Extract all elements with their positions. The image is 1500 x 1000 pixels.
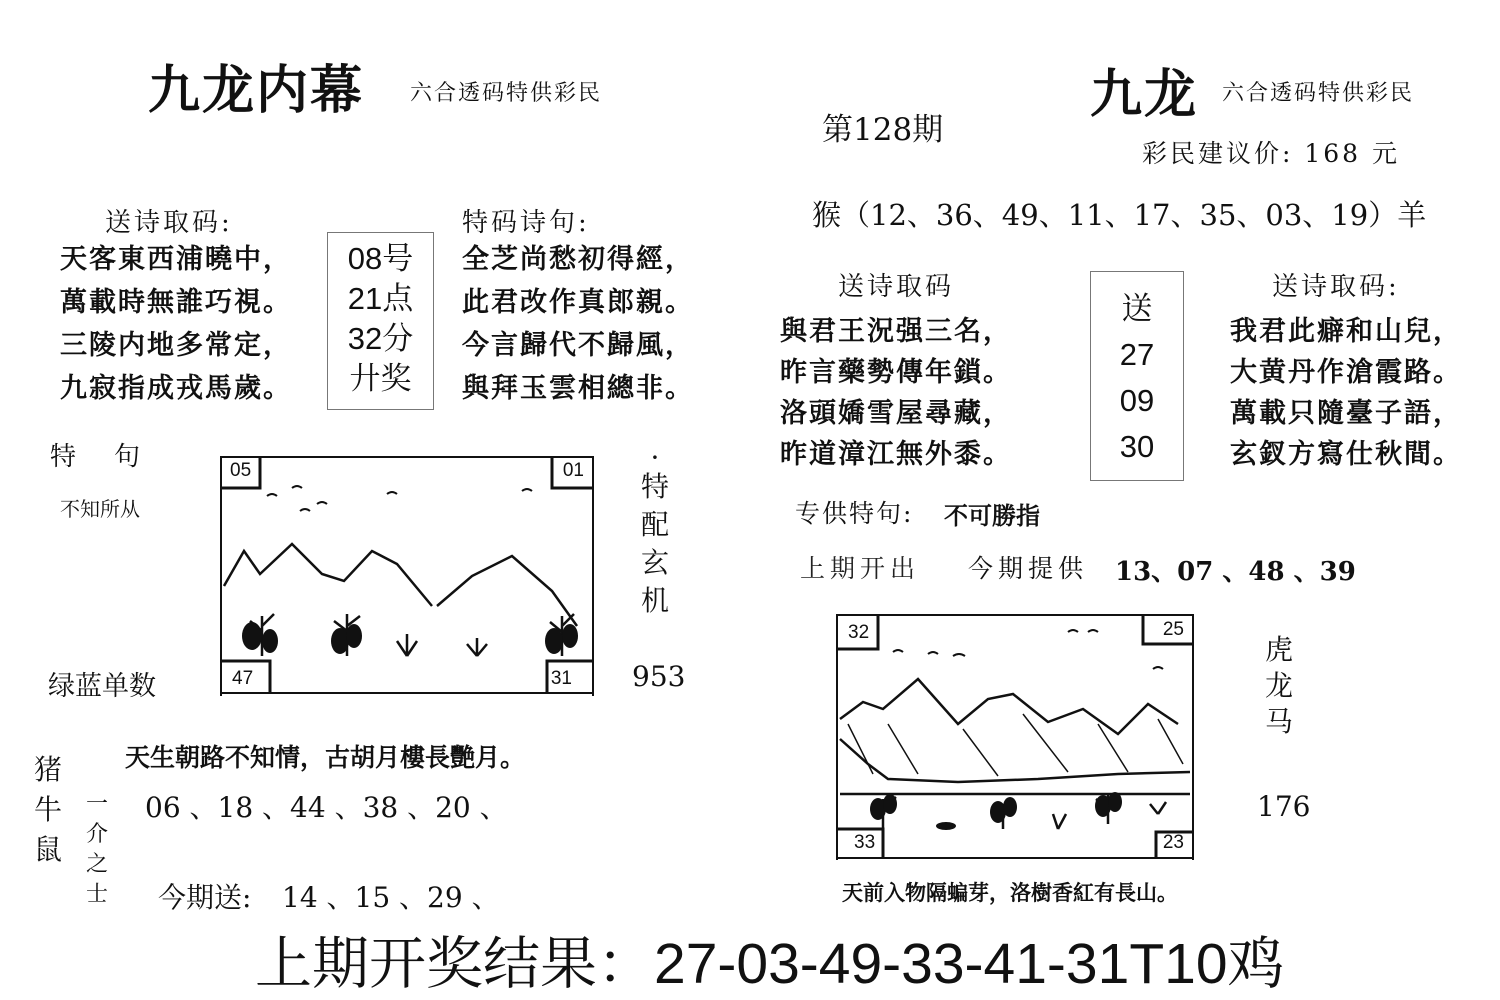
left-title: 九龙内幕 xyxy=(148,60,365,121)
zodiac-vertical: 猪 牛 鼠 xyxy=(33,753,62,866)
clue-item: 32分 xyxy=(347,321,414,356)
send-item: 09 xyxy=(1119,383,1155,418)
te-ju-label: 特 句 xyxy=(50,442,147,472)
left-poem-header: 送诗取码: xyxy=(105,208,233,238)
send-item: 送 xyxy=(1121,291,1153,326)
side-vertical-text: · 特 配 玄 机 xyxy=(640,441,669,617)
right-side-vertical: 虎 龙 马 xyxy=(1264,633,1293,738)
left-landscape-picture xyxy=(220,456,594,696)
right-caption: 天前入物隔蝙芽，洛樹香紅有長山。 xyxy=(842,880,1178,905)
yi-jie-vertical: 一 介 之 士 xyxy=(85,792,108,907)
special-text: 不可勝指 xyxy=(944,501,1040,530)
send-box xyxy=(1090,271,1184,481)
poem-line: 全芝尚愁初得經， xyxy=(462,244,694,275)
special-poem-header: 特码诗句: xyxy=(462,208,590,238)
right-side-number: 176 xyxy=(1257,790,1311,823)
right-title: 九龙 xyxy=(1090,64,1199,125)
corner-number: 31 xyxy=(550,668,572,689)
corner-number: 01 xyxy=(562,460,584,481)
corner-number: 05 xyxy=(230,460,252,481)
corner-number: 25 xyxy=(1162,619,1184,640)
left-poem xyxy=(60,238,292,410)
poem-line: 昨言藥勢傳年鎖。 xyxy=(780,357,1012,388)
special-label: 专供特句: xyxy=(795,499,914,528)
poem-line: 昨道漳江無外黍。 xyxy=(780,439,1012,470)
number-row: 06 、18 、44 、38 、20 、 xyxy=(145,791,508,824)
clue-box xyxy=(327,232,434,410)
issue-number: 第128期 xyxy=(822,112,944,148)
clue-item: 21点 xyxy=(347,281,414,316)
poem-line: 今言歸代不歸風， xyxy=(462,330,694,361)
corner-number: 32 xyxy=(848,622,870,643)
clue-item: 廾奖 xyxy=(349,361,412,396)
poem-line: 與拜玉雲相總非。 xyxy=(462,373,694,404)
right-landscape-picture xyxy=(836,614,1194,860)
this-issue-numbers: 13、07 、48 、39 xyxy=(1115,557,1356,587)
price: 彩民建议价: 168 元 xyxy=(1142,139,1401,168)
tian-sheng-line: 天生朝路不知情，古胡月樓長艷月。 xyxy=(125,743,526,772)
poem-line: 玄釵方寫仕秋間。 xyxy=(1230,439,1462,470)
last-issue-label: 上期开出 xyxy=(800,554,921,583)
send-item: 27 xyxy=(1119,337,1155,372)
te-ju-text: 不知所从 xyxy=(60,497,140,521)
poem-line: 萬載時無誰巧視。 xyxy=(60,287,292,318)
special-poem xyxy=(462,238,694,410)
side-number: 953 xyxy=(632,660,686,693)
right-poem-header-right: 送诗取码: xyxy=(1272,272,1400,302)
poem-line: 洛頭嬌雪屋尋藏， xyxy=(780,398,1012,429)
poem-line: 我君此癖和山兒， xyxy=(1230,316,1462,347)
this-issue-label: 今期提供 xyxy=(968,554,1089,583)
right-poem-header-left: 送诗取码 xyxy=(838,272,955,302)
poem-line: 此君改作真郎親。 xyxy=(462,287,694,318)
right-poem-right xyxy=(1230,311,1462,475)
send-label: 今期送: xyxy=(158,881,252,914)
green-blue-label: 绿蓝单数 xyxy=(48,671,156,702)
poem-line: 九寂指成戎馬歲。 xyxy=(60,373,292,404)
clue-item: 08号 xyxy=(347,241,414,276)
send-item: 30 xyxy=(1119,429,1155,464)
landscape-drawing xyxy=(838,614,1192,860)
monkey-line: 猴（12、36、49、11、17、35、03、19）羊 xyxy=(812,198,1427,232)
corner-number: 33 xyxy=(854,832,876,853)
poem-line: 三陵内地多常定， xyxy=(60,330,292,361)
poem-line: 天客東西浦曉中， xyxy=(60,244,292,275)
result-line: 上期开奖结果：27-03-49-33-41-31T10鸡 xyxy=(255,932,1285,996)
send-numbers: 14 、15 、29 、 xyxy=(282,881,500,914)
landscape-drawing xyxy=(222,456,592,696)
corner-number: 47 xyxy=(232,668,254,689)
poem-line: 大黄丹作滄霞路。 xyxy=(1230,357,1462,388)
left-subtitle: 六合透码特供彩民 xyxy=(410,81,603,106)
corner-number: 23 xyxy=(1162,832,1184,853)
poem-line: 萬載只隨臺子語， xyxy=(1230,398,1462,429)
poem-line: 與君王況强三名， xyxy=(780,316,1012,347)
right-poem-left xyxy=(780,311,1012,475)
right-subtitle: 六合透码特供彩民 xyxy=(1222,81,1415,106)
